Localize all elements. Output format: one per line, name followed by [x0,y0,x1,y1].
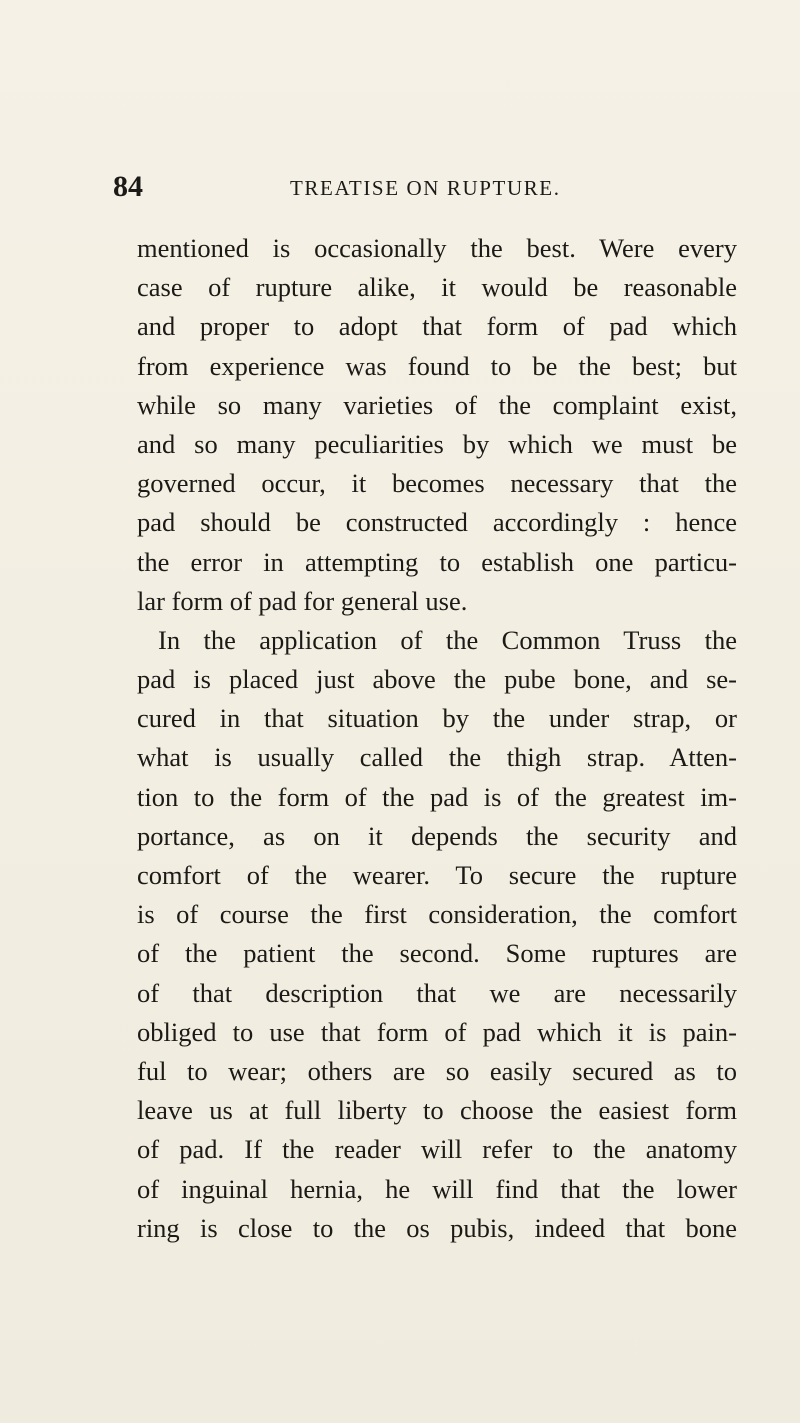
text-line: cured in that situation by the under strap, or [137,703,737,734]
body-text [137,229,737,1248]
text-line: and proper to adopt that form of pad which [137,311,737,342]
text-line: of that description that we are necessarily [137,977,737,1008]
running-title: TREATISE ON RUPTURE. [290,176,561,200]
text-line: case of rupture alike, it would be reasonable [137,272,737,303]
text-line: pad should be constructed accordingly : hence [137,507,737,538]
text-line: comfort of the wearer. To secure the rupture [137,860,737,890]
text-line: of inguinal hernia, he will find that the lower [137,1173,737,1204]
text-line: of pad. If the reader will refer to the anatomy [137,1134,737,1165]
text-line: and so many peculiarities by which we must be [137,428,737,459]
page-number: 84 [113,170,143,203]
text-line: what is usually called the thigh strap. Atten- [137,742,737,773]
text-line: mentioned is occasionally the best. Were every [137,233,737,263]
text-line: portance, as on it depends the security and [137,820,737,851]
paragraph-end-line: lar form of pad for general use. [137,585,468,616]
text-line: the error in attempting to establish one particu- [137,546,737,577]
text-line: governed occur, it becomes necessary that the [137,468,737,499]
text-line: pad is placed just above the pube bone, and se- [137,664,737,695]
text-line: while so many varieties of the complaint exist, [137,389,737,420]
running-head [113,170,723,204]
text-line: from experience was found to be the best; but [137,350,737,381]
text-line: of the patient the second. Some ruptures are [137,938,737,969]
text-line: tion to the form of the pad is of the greatest im- [137,781,737,812]
text-line: ful to wear; others are so easily secured as to [137,1055,737,1086]
text-line: obliged to use that form of pad which it is pain- [137,1016,737,1047]
text-line: is of course the first consideration, the comfort [137,899,737,930]
text-line: ring is close to the os pubis, indeed that bone [137,1212,737,1243]
paragraph-start-line: In the application of the Common Truss the [158,624,737,655]
text-line: leave us at full liberty to choose the easiest form [137,1095,737,1126]
